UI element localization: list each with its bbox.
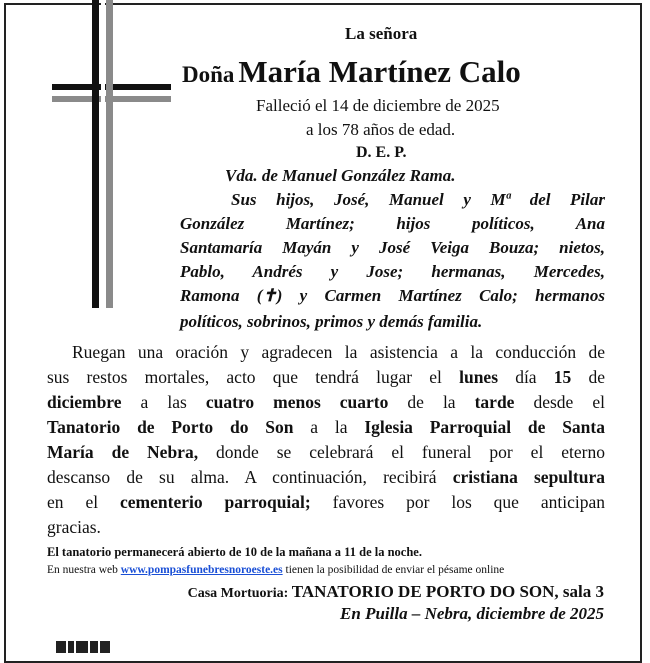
request-line: Tanatorio de Porto do Son a la Iglesia Parroquial de Santa <box>47 417 605 437</box>
request-line: en el cementerio parroquial; favores por los que anticipan <box>47 492 605 512</box>
funeral-home-logo <box>56 640 128 654</box>
hours-note: El tanatorio permanecerá abierto de 10 de la mañana a 11 de la noche. <box>47 545 422 559</box>
family-line: Santamaría Mayán y José Veiga Bouza; nietos, <box>180 238 605 257</box>
mortuary-info <box>188 582 604 602</box>
request-line: gracias. <box>47 517 101 537</box>
deceased-name: María Martínez Calo <box>238 54 521 89</box>
family-line: Pablo, Andrés y Jose; hermanas, Mercedes, <box>180 262 605 281</box>
family-line: Ramona (✝) y Carmen Martínez Calo; hermanos <box>180 286 605 305</box>
place-date: En Puilla – Nebra, diciembre de 2025 <box>340 604 604 623</box>
deceased-name-heading <box>182 54 521 90</box>
death-date: Falleció el 14 de diciembre de 2025 <box>256 96 500 115</box>
request-line: descanso de su alma. A continuación, recibirá cristiana sepultura <box>47 467 605 487</box>
mortuary-name: TANATORIO DE PORTO DO SON, sala 3 <box>291 582 604 601</box>
dep-text: D. E. P. <box>356 144 407 161</box>
website-link[interactable]: www.pompasfunebresnoroeste.es <box>120 564 283 576</box>
intro-text: La señora <box>345 24 418 43</box>
web-note: En nuestra web www.pompasfunebresnoroeste.es tienen la posibilidad de enviar el pésame online <box>47 564 505 576</box>
age-text: a los 78 años de edad. <box>306 120 456 139</box>
request-line: Ruegan una oración y agradecen la asistencia a la conducción de <box>72 342 605 362</box>
request-line: diciembre a las cuatro menos cuarto de la tarde desde el <box>47 392 605 412</box>
mortuary-label: Casa Mortuoria: <box>187 586 292 601</box>
widow-text: Vda. de Manuel González Rama. <box>225 166 456 185</box>
family-line: Sus hijos, José, Manuel y Mª del Pilar <box>231 190 605 209</box>
request-line: María de Nebra, donde se celebrará el funeral por el eterno <box>47 442 605 462</box>
family-line: políticos, sobrinos, primos y demás familia. <box>180 312 483 331</box>
title-prefix: Doña <box>182 62 235 87</box>
request-line: sus restos mortales, acto que tendrá lugar el lunes día 15 de <box>47 367 605 387</box>
family-line: González Martínez; hijos políticos, Ana <box>180 214 605 233</box>
